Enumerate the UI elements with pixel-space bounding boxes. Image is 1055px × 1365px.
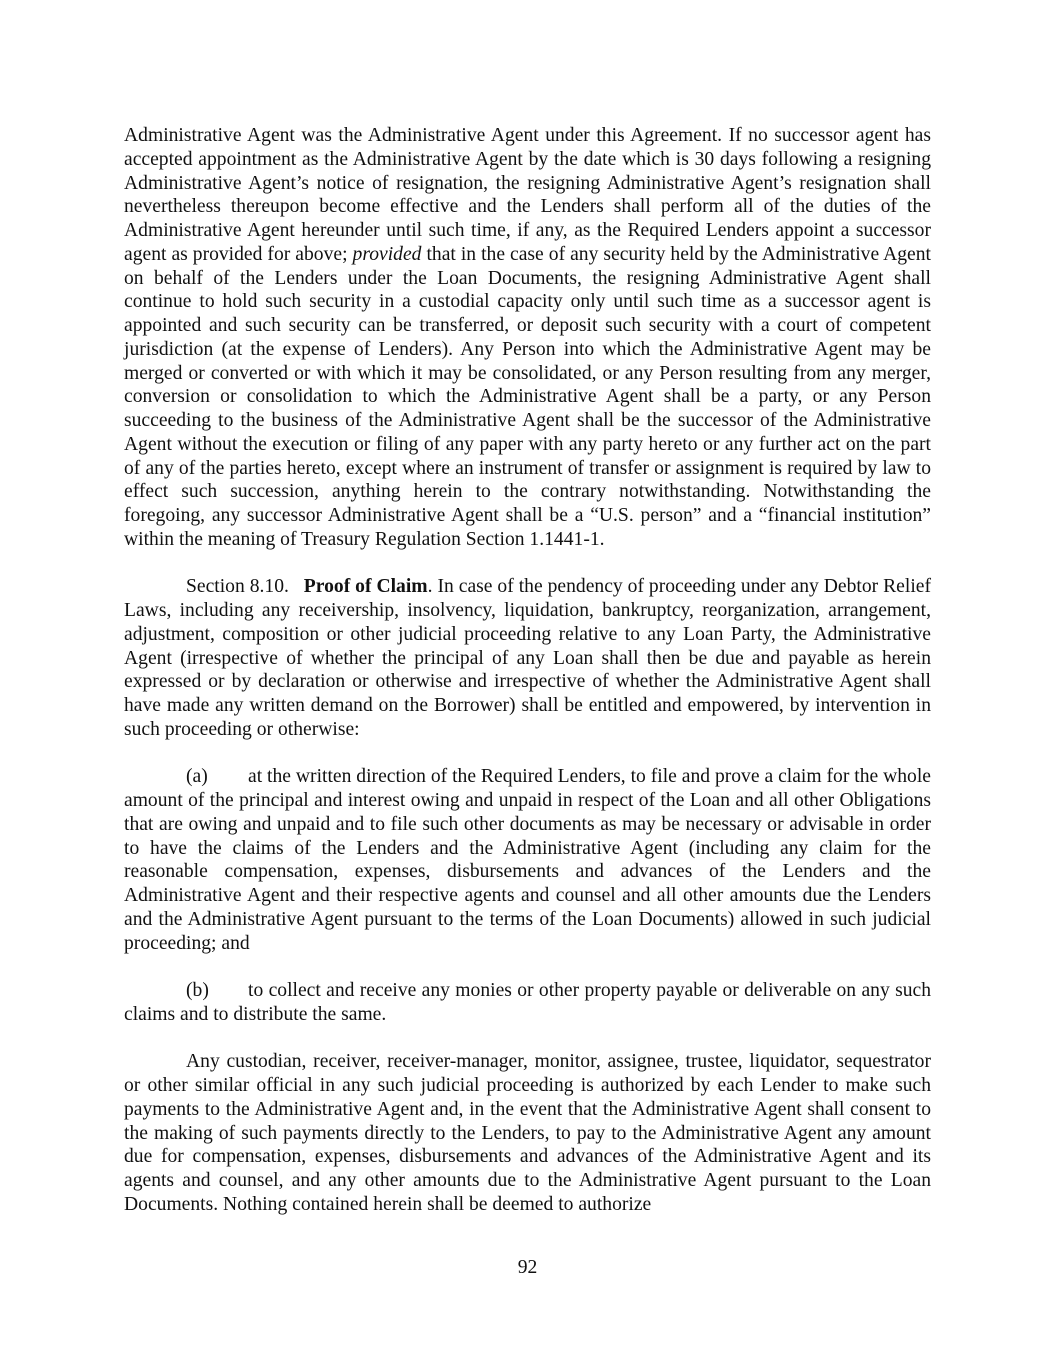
page-number: 92 bbox=[517, 1257, 538, 1278]
section-body: . In case of the pendency of proceeding under any Debtor Relief Laws, including any receivership, insolvency, liquidation, bankruptcy, reorganization, arrangement, adjustment, composition or other judicial proceeding relative to any Loan Party, the Administrative Agent (irrespective of whether the principal of any Loan shall then be due and payable as herein expressed or by declaration or otherwise and irrespective of whether the Administrative Agent shall have made any written demand on the Borrower) shall be entitled and empowered, by intervention in such proceeding or otherwise: bbox=[124, 576, 931, 740]
clause-b bbox=[124, 979, 931, 1027]
clause-a bbox=[124, 765, 931, 955]
paragraph-successor-agent bbox=[124, 124, 931, 552]
section-8-10-paragraph bbox=[124, 575, 931, 741]
clause-label: (a) bbox=[186, 766, 208, 788]
clause-body: at the written direction of the Required Lenders, to file and prove a claim for the whole amount of the principal and interest owing and unpaid in respect of the Loan and all other Obligations that are owing and unpaid and to file such other documents as may be necessary or advisable in order to have the claims of the Lenders and the Administrative Agent (including any claim for the reasonable compensation, expenses, disbursements and advances of the Lenders and the Administrative Agent and their respective agents and counsel and all other amounts due the Lenders and the Administrative Agent pursuant to the terms of the Loan Documents) allowed in such judicial proceeding; and bbox=[124, 766, 931, 954]
section-heading: Proof of Claim bbox=[303, 576, 428, 598]
paragraph-text: that in the case of any security held by the Administrative Agent on behalf of the Lenders under the Loan Documents, the resigning Administrative Agent shall continue to hold such security in a custodial capacity only until such time as a successor agent is appointed and such security can be transferred, or deposit such security with a court of competent jurisdiction (at the expense of Lenders). Any Person into which the Administrative Agent may be merged or converted or with which it may be consolidated, or any Person resulting from any merger, conversion or consolidation to which the Administrative Agent shall be a party, or any Person succeeding to the business of the Administrative Agent shall be the successor of the Administrative Agent without the execution or filing of any paper with any party hereto or any further act on the part of any of the parties hereto, except where an instrument of transfer or assignment is required by law to effect such succession, anything herein to the contrary notwithstanding. Notwithstanding the foregoing, any successor Administrative Agent shall be a “U.S. person” and a “financial institution” within the meaning of Treasury Regulation Section 1.1441-1. bbox=[124, 243, 931, 550]
paragraph-text: Any custodian, receiver, receiver-manager, monitor, assignee, trustee, liquidator, sequestrator or other similar official in any such judicial proceeding is authorized by each Lender to make such payments to the Administrative Agent and, in the event that the Administrative Agent shall consent to the making of such payments directly to the Lenders, to pay to the Administrative Agent any amount due for compensation, expenses, disbursements and advances of the Administrative Agent and its agents and counsel, and any other amounts due to the Administrative Agent pursuant to the Loan Documents. Nothing contained herein shall be deemed to authorize bbox=[124, 1051, 931, 1215]
paragraph-text: Administrative Agent was the Administrative Agent under this Agreement. If no successor agent has accepted appointment as the Administrative Agent by the date which is 30 days following a resigning Administrative Agent’s notice of resignation, the resigning Administrative Agent’s resignation shall nevertheless thereupon become effective and the Lenders shall perform all of the duties of the Administrative Agent hereunder until such time, if any, as the Required Lenders appoint a successor agent as provided for above; bbox=[124, 125, 931, 265]
provided-emphasis: provided bbox=[352, 243, 422, 265]
paragraph-custodian bbox=[124, 1050, 931, 1216]
clause-label: (b) bbox=[186, 980, 209, 1001]
clause-body: to collect and receive any monies or other property payable or deliverable on any such claims and to distribute the same. bbox=[124, 980, 931, 1025]
section-number: Section 8.10. bbox=[186, 576, 304, 598]
document-page bbox=[124, 124, 931, 1240]
